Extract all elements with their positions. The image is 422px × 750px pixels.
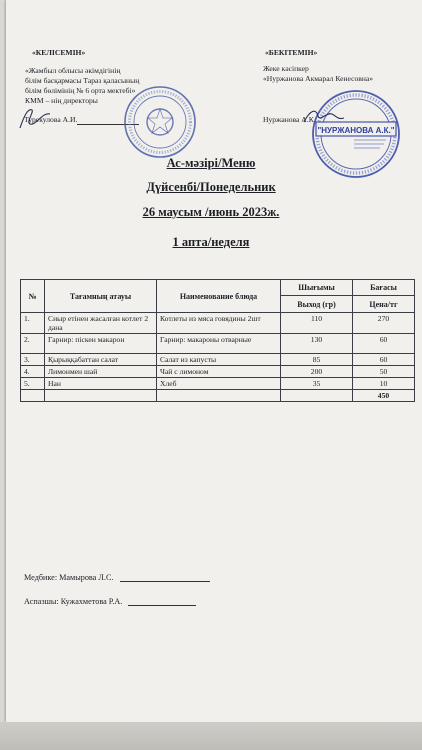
- table-row: [21, 366, 415, 378]
- row-yield: 200: [281, 366, 353, 378]
- header-price-unit: Цена/тг: [353, 296, 415, 313]
- row-price: 60: [353, 354, 415, 366]
- left-handwritten-signature: [16, 104, 56, 132]
- table-row-total: [21, 390, 415, 402]
- row-num: 3.: [21, 354, 45, 366]
- left-header-line2: білім басқармасы Тараз қаласының: [25, 76, 140, 85]
- row-yield: 35: [281, 378, 353, 390]
- nurse-label: Медбике: Мамырова Л.С.: [24, 573, 114, 582]
- row-name-kz: Гарнир: піскен макарон: [45, 334, 157, 354]
- row-price: 10: [353, 378, 415, 390]
- table-row: [21, 354, 415, 366]
- row-name-ru: Салат из капусты: [157, 354, 281, 366]
- date-title: 26 маусым /июнь 2023ж.: [142, 205, 280, 219]
- right-header-title: «БЕКІТЕМІН»: [265, 48, 318, 57]
- row-num: 4.: [21, 366, 45, 378]
- row-price: 50: [353, 366, 415, 378]
- left-signer-name: Турекулова А.И.: [24, 115, 78, 124]
- header-yield-unit: Выход (гр): [281, 296, 353, 313]
- header-name-ru: Наименование блюда: [157, 280, 281, 313]
- table-row: [21, 378, 415, 390]
- cook-label: Аспазшы: Кужахметова Р.А.: [24, 597, 123, 606]
- menu-table: [20, 279, 415, 402]
- nurse-signature: [24, 573, 210, 582]
- row-yield: 130: [281, 334, 353, 354]
- row-name-ru: Хлеб: [157, 378, 281, 390]
- total-price: 450: [353, 390, 415, 402]
- cook-signature-line: [128, 605, 196, 606]
- week-title: 1 апта/неделя: [172, 235, 250, 249]
- header-num: №: [21, 280, 45, 313]
- stamp-name: "НУРЖАНОВА А.К.": [317, 126, 395, 135]
- left-header-title: «КЕЛІСЕМІН»: [32, 48, 86, 57]
- row-num: 1.: [21, 313, 45, 334]
- row-num: 5.: [21, 378, 45, 390]
- right-header-line1: Жеке кәсіпкер: [263, 64, 309, 73]
- row-num: 2.: [21, 334, 45, 354]
- header-price: Бағасы: [353, 280, 415, 296]
- row-price: 270: [353, 313, 415, 334]
- left-header-line3: білім бөлімінің № 6 орта мектебі»: [25, 86, 136, 95]
- row-name-kz: Лимонмен шай: [45, 366, 157, 378]
- row-price: 60: [353, 334, 415, 354]
- row-name-kz: Сиыр етінен жасалған котлет 2 дана: [45, 313, 157, 334]
- right-signer: Нуржанова А.К.: [263, 115, 316, 124]
- left-header-line1: «Жамбыл облысы әкімдігінің: [25, 66, 121, 75]
- cook-signature: [24, 597, 196, 606]
- nurse-signature-line: [120, 581, 210, 582]
- header-name-kz: Тағамның атауы: [45, 280, 157, 313]
- menu-title: Ас-мәзірі/Меню: [166, 156, 256, 170]
- table-row: [21, 313, 415, 334]
- row-yield: 110: [281, 313, 353, 334]
- day-title: Дүйсенбі/Понедельник: [146, 180, 276, 194]
- right-handwritten-signature: [300, 104, 346, 128]
- left-stamp-seal: [122, 84, 198, 160]
- right-header-line2: «Нуржанова Акмарал Кенесовна»: [263, 74, 374, 83]
- desk-surface: [0, 722, 422, 750]
- row-name-ru: Чай с лимоном: [157, 366, 281, 378]
- header-yield: Шығымы: [281, 280, 353, 296]
- row-name-ru: Котлеты из мяса говядины 2шт: [157, 313, 281, 334]
- left-header-line4: КММ – нің директоры: [25, 96, 98, 105]
- row-name-kz: Қырыққабаттан салат: [45, 354, 157, 366]
- row-yield: 85: [281, 354, 353, 366]
- row-name-ru: Гарнир: макароны отварные: [157, 334, 281, 354]
- table-row: [21, 334, 415, 354]
- row-name-kz: Нан: [45, 378, 157, 390]
